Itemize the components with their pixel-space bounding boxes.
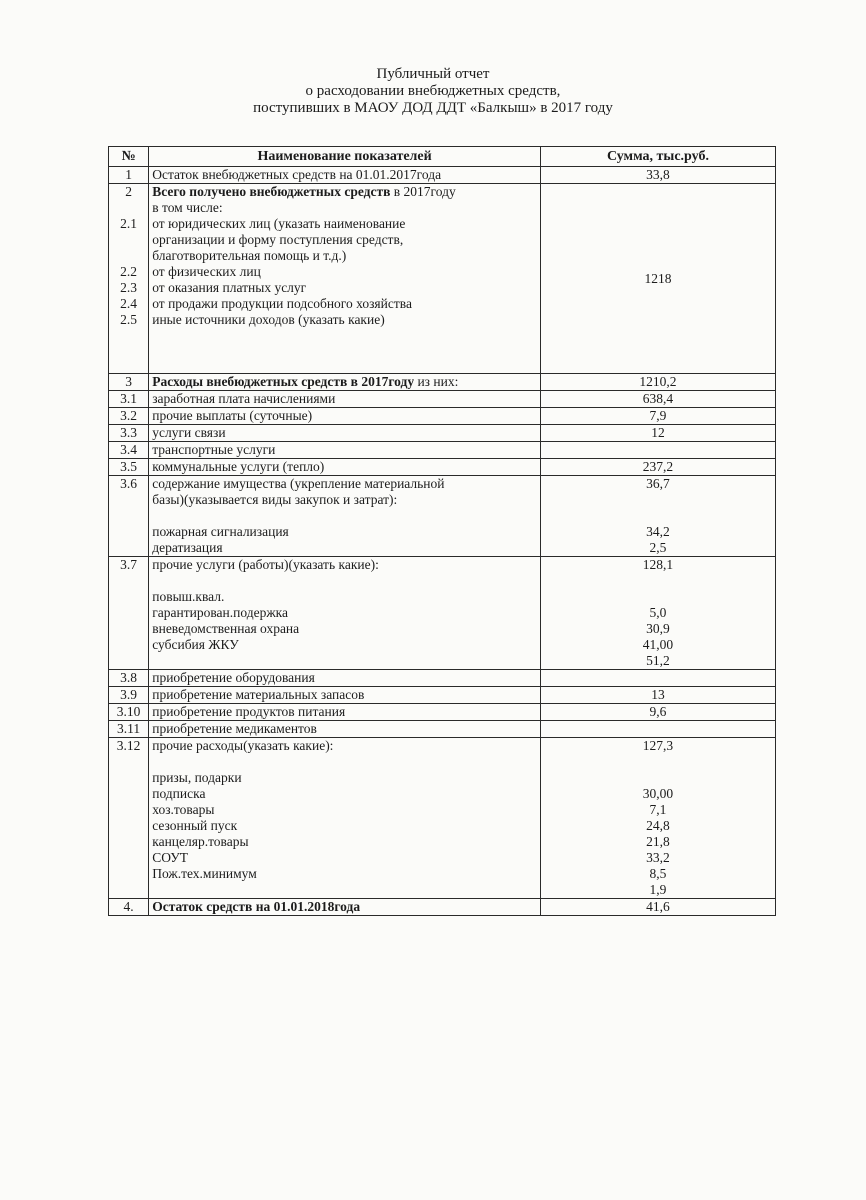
row-sum: 33,2: [646, 850, 670, 865]
row-sum: [540, 442, 775, 459]
row-sum: 1210,2: [540, 374, 775, 391]
row-name: хоз.товары: [152, 802, 215, 817]
row-num: 2.2: [120, 264, 138, 279]
row-sum: 30,00: [642, 786, 674, 801]
table-row: [109, 184, 776, 374]
row-num: 3.8: [109, 670, 149, 687]
row-name: от юридических лиц (указать наименование: [152, 216, 406, 231]
table-row: [109, 408, 776, 425]
row-sum: 638,4: [540, 391, 775, 408]
row-sum-group: [540, 557, 775, 670]
table-row: [109, 557, 776, 670]
row-sum: 41,6: [540, 899, 775, 916]
row-num: 2: [125, 184, 132, 199]
row-sum: 41,00: [642, 637, 674, 652]
row-name: прочие услуги (работы)(указать какие):: [152, 557, 379, 572]
row-sum: 9,6: [540, 704, 775, 721]
row-sum: 13: [540, 687, 775, 704]
row-name-group: [149, 374, 541, 391]
row-name: сезонный пуск: [152, 818, 238, 833]
row-name: в том числе:: [152, 200, 223, 215]
row-num: 3.3: [109, 425, 149, 442]
row-name: дератизация: [152, 540, 223, 555]
row-name-group: [149, 738, 541, 899]
row-name: пожарная сигнализация: [152, 524, 289, 539]
header-num: №: [109, 147, 149, 167]
row-name-group: [149, 557, 541, 670]
row-name: содержание имущества (укрепление материальной: [152, 476, 445, 491]
row-num: 3.9: [109, 687, 149, 704]
row-name: транспортные услуги: [149, 442, 541, 459]
row-sum: 34,2: [646, 524, 670, 539]
row-name: иные источники доходов (указать какие): [152, 312, 385, 327]
row-sum: 30,9: [646, 621, 670, 636]
row-name: Остаток внебюджетных средств на 01.01.2017года: [149, 167, 541, 184]
row-name: благотворительная помощь и т.д.): [152, 248, 347, 263]
row-name: вневедомственная охрана: [152, 621, 300, 636]
row-name-bold: Всего получено внебюджетных средств: [152, 184, 391, 199]
row-sum: 21,8: [646, 834, 670, 849]
table-row: [109, 476, 776, 557]
row-sum: 7,1: [649, 802, 667, 817]
table-row: [109, 167, 776, 184]
row-num: 2.5: [120, 312, 138, 327]
row-num-group: [109, 184, 149, 374]
title-line-1: Публичный отчет: [376, 66, 490, 82]
row-sum: [540, 721, 775, 738]
row-name: прочие выплаты (суточные): [149, 408, 541, 425]
row-name: канцеляр.товары: [152, 834, 249, 849]
row-name: СОУТ: [152, 850, 189, 865]
row-sum-group: [540, 476, 775, 557]
expense-report-table: [108, 146, 776, 916]
row-sum: 36,7: [646, 476, 670, 491]
title-line-2: о расходовании внебюджетных средств,: [305, 83, 561, 99]
row-name: заработная плата начислениями: [149, 391, 541, 408]
row-sum: 24,8: [646, 818, 670, 833]
table-row: [109, 374, 776, 391]
row-sum: 1,9: [649, 882, 667, 897]
row-num: 3.12: [109, 738, 149, 899]
row-name-group: [149, 476, 541, 557]
row-num: 3.6: [109, 476, 149, 557]
row-name-rest: в 2017году: [390, 184, 456, 199]
title-line-3: поступивших в МАОУ ДОД ДДТ «Балкыш» в 2017 году: [253, 100, 613, 116]
table-row: [109, 687, 776, 704]
row-name: от продажи продукции подсобного хозяйства: [152, 296, 412, 311]
row-num: 3: [109, 374, 149, 391]
row-sum: 1218: [540, 184, 775, 374]
row-num: 3.5: [109, 459, 149, 476]
row-num: 2.1: [120, 216, 138, 231]
row-name: призы, подарки: [152, 770, 242, 785]
table-row: [109, 425, 776, 442]
row-sum: [540, 670, 775, 687]
row-name: от оказания платных услуг: [152, 280, 307, 295]
header-name: Наименование показателей: [149, 147, 541, 167]
table-row: [109, 899, 776, 916]
table-row: [109, 721, 776, 738]
row-name: от физических лиц: [152, 264, 261, 279]
row-name: Пож.тех.минимум: [152, 866, 257, 881]
table-row: [109, 442, 776, 459]
table-row: [109, 738, 776, 899]
row-name-group: [149, 184, 541, 374]
row-name: приобретение оборудования: [149, 670, 541, 687]
row-sum: 128,1: [642, 557, 674, 572]
row-name-bold: Расходы внебюджетных средств в 2017году: [152, 374, 415, 389]
row-name: повыш.квал.: [152, 589, 225, 604]
row-name: приобретение продуктов питания: [149, 704, 541, 721]
row-num: 1: [109, 167, 149, 184]
table-row: [109, 391, 776, 408]
table-row: [109, 459, 776, 476]
table-header-row: [109, 147, 776, 167]
row-name: гарантирован.подержка: [152, 605, 288, 620]
row-name-rest: из них:: [414, 374, 459, 389]
row-name: услуги связи: [149, 425, 541, 442]
row-num: 3.7: [109, 557, 149, 670]
row-num: 3.4: [109, 442, 149, 459]
row-num: 3.2: [109, 408, 149, 425]
row-name: организации и форму поступления средств,: [152, 232, 404, 247]
row-sum-group: [540, 738, 775, 899]
row-name: прочие расходы(указать какие):: [152, 738, 334, 753]
report-title: [0, 66, 866, 117]
row-sum: 2,5: [649, 540, 667, 555]
row-sum: 8,5: [649, 866, 667, 881]
row-num: 2.4: [120, 296, 138, 311]
row-name: приобретение материальных запасов: [149, 687, 541, 704]
row-name: субсибия ЖКУ: [152, 637, 239, 652]
header-sum: Сумма, тыс.руб.: [540, 147, 775, 167]
table-row: [109, 670, 776, 687]
row-sum: 51,2: [646, 653, 670, 668]
row-name: Остаток средств на 01.01.2018года: [149, 899, 541, 916]
row-name: подписка: [152, 786, 206, 801]
row-num: 4.: [109, 899, 149, 916]
row-name: базы)(указывается виды закупок и затрат):: [152, 492, 398, 507]
row-sum: 7,9: [540, 408, 775, 425]
table-row: [109, 704, 776, 721]
row-name: коммунальные услуги (тепло): [149, 459, 541, 476]
row-num: 3.11: [109, 721, 149, 738]
row-num: 3.10: [109, 704, 149, 721]
row-name: приобретение медикаментов: [149, 721, 541, 738]
row-sum: 12: [540, 425, 775, 442]
row-num: 3.1: [109, 391, 149, 408]
row-sum: 237,2: [540, 459, 775, 476]
row-sum: 127,3: [642, 738, 674, 753]
row-sum: 5,0: [649, 605, 667, 620]
row-num: 2.3: [120, 280, 138, 295]
row-sum: 33,8: [540, 167, 775, 184]
